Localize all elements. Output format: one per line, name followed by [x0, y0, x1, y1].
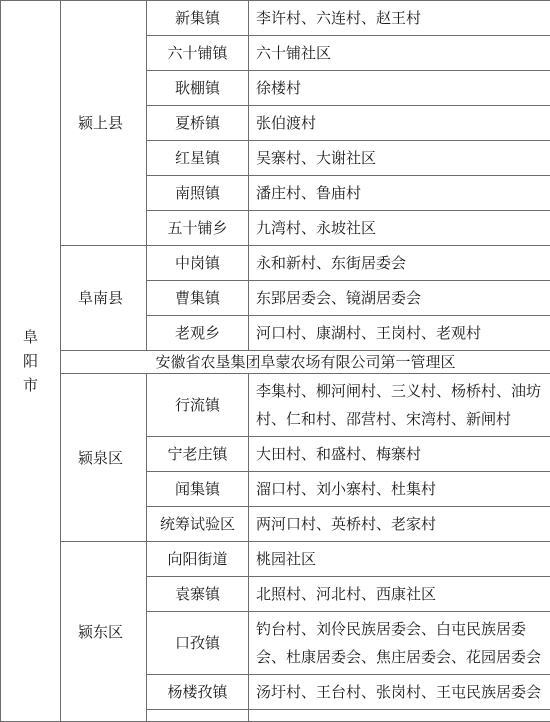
village-cell: 徐楼村 — [249, 71, 550, 106]
village-cell: 永和新村、东街居委会 — [249, 246, 550, 281]
table-row — [1, 246, 550, 281]
village-cell: 溜口村、刘小寨村、杜集村 — [249, 472, 550, 507]
city-cell — [1, 1, 61, 722]
village-cell: 钓台村、刘伶民族居委会、白屯民族居委会、杜康居委会、焦庄居委会、花园居委会 — [249, 612, 550, 675]
village-cell: 李集村、柳河闸村、三义村、杨桥村、油坊村、仁和村、邵营村、宋湾村、新闸村 — [249, 374, 550, 437]
village-cell: 九湾村、永坡社区 — [249, 211, 550, 246]
table-row — [1, 1, 550, 36]
village-cell: 桃园社区 — [249, 542, 550, 577]
table-row — [1, 351, 550, 374]
town-cell: 中岗镇 — [147, 246, 249, 281]
county-cell: 颍上县 — [61, 1, 147, 246]
village-cell: 北照村、河北村、西康社区 — [249, 577, 550, 612]
town-cell: 杨楼孜镇 — [147, 675, 249, 710]
village-cell: 张伯渡村 — [249, 106, 550, 141]
village-cell: 东郢居委会、镜湖居委会 — [249, 281, 550, 316]
village-cell: 两河口村、英桥村、老家村 — [249, 507, 550, 542]
town-cell: 向阳街道 — [147, 542, 249, 577]
town-cell: 曹集镇 — [147, 281, 249, 316]
town-cell: 宁老庄镇 — [147, 437, 249, 472]
town-cell-bottom — [147, 710, 249, 722]
town-cell: 新集镇 — [147, 1, 249, 36]
village-cell: 吴寨村、大谢社区 — [249, 141, 550, 176]
town-cell: 夏桥镇 — [147, 106, 249, 141]
management-zone-cell: 安徽省农垦集团阜蒙农场有限公司第一管理区 — [61, 351, 550, 374]
town-cell: 闻集镇 — [147, 472, 249, 507]
town-cell: 袁寨镇 — [147, 577, 249, 612]
town-cell: 五十铺乡 — [147, 211, 249, 246]
town-cell: 行流镇 — [147, 374, 249, 437]
village-cell: 大田村、和盛村、梅寨村 — [249, 437, 550, 472]
town-cell: 老观乡 — [147, 316, 249, 351]
county-cell: 阜南县 — [61, 246, 147, 351]
town-cell: 六十铺镇 — [147, 36, 249, 71]
village-cell: 汤圩村、王台村、张岗村、王屯民族居委会 — [249, 675, 550, 710]
table-row — [1, 374, 550, 437]
county-cell: 颍泉区 — [61, 374, 147, 542]
city-label: 阜阳市 — [22, 325, 40, 397]
table-row — [1, 542, 550, 577]
village-cell: 李许村、六连村、赵王村 — [249, 1, 550, 36]
village-cell: 河口村、康湖村、王岗村、老观村 — [249, 316, 550, 351]
village-cell: 潘庄村、鲁庙村 — [249, 176, 550, 211]
village-cell: 六十铺社区 — [249, 36, 550, 71]
town-cell: 口孜镇 — [147, 612, 249, 675]
town-cell: 南照镇 — [147, 176, 249, 211]
town-cell: 统筹试验区 — [147, 507, 249, 542]
town-cell: 红星镇 — [147, 141, 249, 176]
town-cell: 耿棚镇 — [147, 71, 249, 106]
village-cell-bottom — [249, 710, 550, 722]
county-cell: 颍东区 — [61, 542, 147, 722]
